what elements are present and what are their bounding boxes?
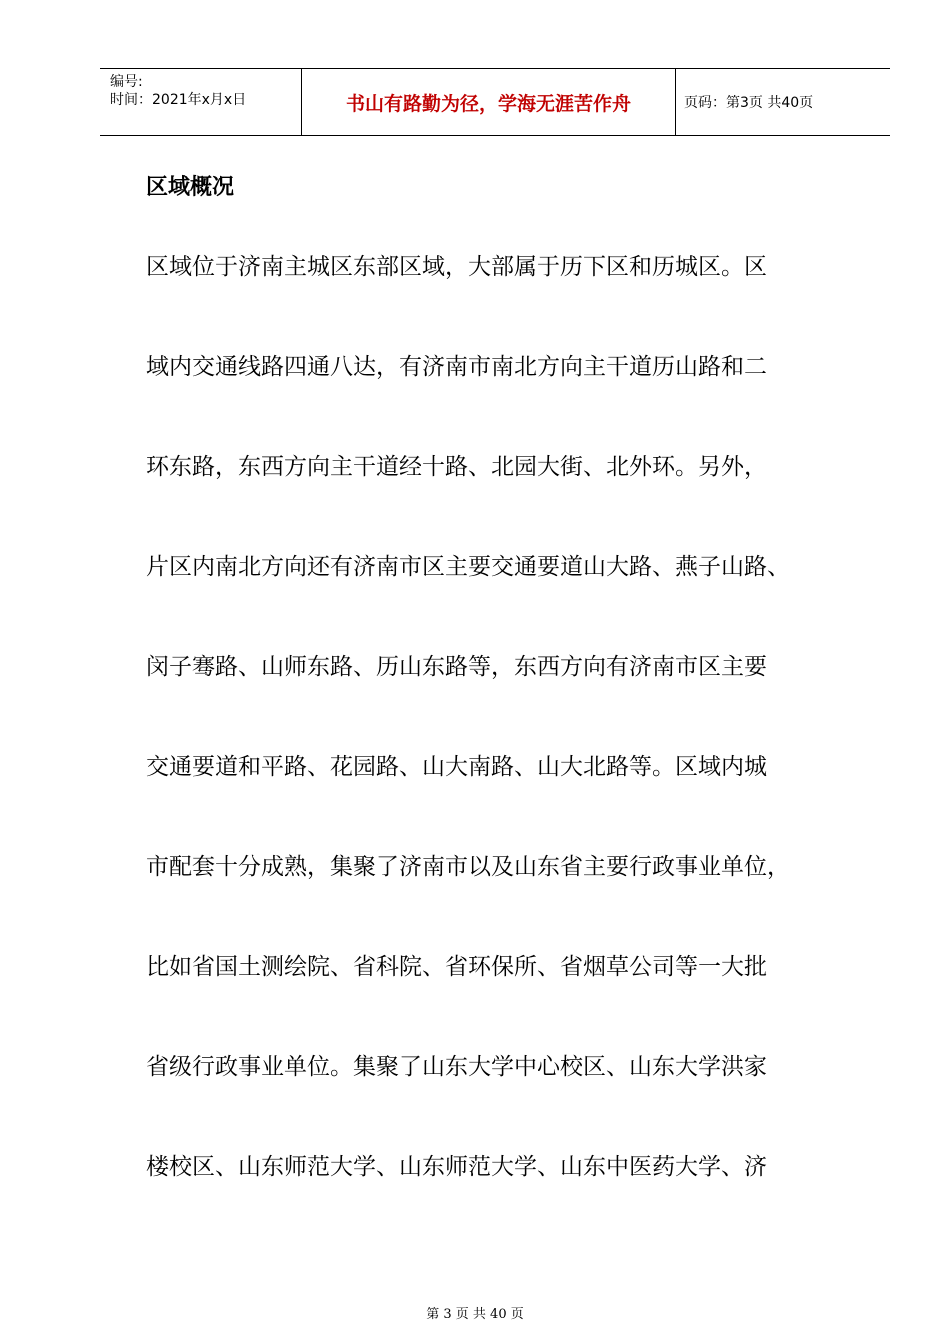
paragraph-line: 区域位于济南主城区东部区域，大部属于历下区和历城区。区 bbox=[146, 254, 767, 280]
paragraph-line: 市配套十分成熟，集聚了济南市以及山东省主要行政事业单位， bbox=[146, 854, 790, 880]
page-footer: 第 3 页 共 40 页 bbox=[426, 1307, 524, 1322]
paragraph-line: 省级行政事业单位。集聚了山东大学中心校区、山东大学洪家 bbox=[146, 1054, 767, 1080]
paragraph-line: 楼校区、山东师范大学、山东师范大学、山东中医药大学、济 bbox=[146, 1154, 767, 1180]
body-paragraph bbox=[146, 245, 876, 1245]
number-label: 编号: bbox=[110, 74, 143, 90]
section-title: 区域概况 bbox=[146, 175, 235, 200]
header-page-code: 页码：第3页 共40页 bbox=[684, 95, 814, 111]
paragraph-line: 片区内南北方向还有济南市区主要交通要道山大路、燕子山路、 bbox=[146, 554, 790, 580]
paragraph-line: 环东路，东西方向主干道经十路、北园大街、北外环。另外， bbox=[146, 454, 767, 480]
paragraph-line: 域内交通线路四通八达，有济南市南北方向主干道历山路和二 bbox=[146, 354, 767, 380]
paragraph-line: 闵子骞路、山师东路、历山东路等，东西方向有济南市区主要 bbox=[146, 654, 767, 680]
page-header bbox=[100, 68, 890, 136]
time-label: 时间：2021年x月x日 bbox=[110, 92, 247, 108]
header-meta bbox=[100, 69, 302, 135]
paragraph-line: 比如省国土测绘院、省科院、省环保所、省烟草公司等一大批 bbox=[146, 954, 767, 980]
header-motto: 书山有路勤为径，学海无涯苦作舟 bbox=[302, 69, 676, 135]
paragraph-line: 交通要道和平路、花园路、山大南路、山大北路等。区域内城 bbox=[146, 754, 767, 780]
